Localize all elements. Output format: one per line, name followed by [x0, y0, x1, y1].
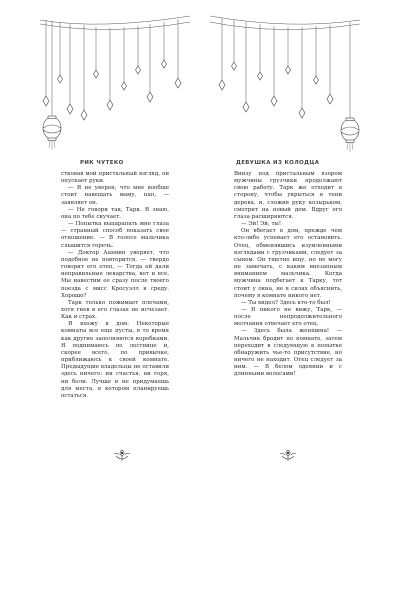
paragraph: — Здесь была женщина! — Мальчик бродит по комнате, затем переходит в следующую в попытке обнаружить чье-то присутствие, но ничего не находит. Отец следует за ним. — В белом одеянии и с длинными волосами! — [234, 328, 342, 378]
paragraph: — Эй! Эй, ты! — [241, 221, 282, 228]
paragraph: Внизу под пристальным взором мужчины грузчики продолжают свою работу. Тарк же отходит в сторону, чтобы укрыться в тени дерева, и, сложив руку козырьком, смотрит на новый дом. Вдруг его глаза расширяются. — [234, 171, 342, 220]
paragraph: — Попытка выцарапать мне глаза — странный способ показать свое отношение. — В голосе мальчика слышится горечь. — [61, 221, 169, 249]
paragraph: — Я никого не вижу, Тарк, — после непродолжительного молчания отвечает его отец. — [234, 306, 342, 328]
floral-ornament-icon — [278, 448, 298, 463]
paragraph: — Не говори так, Тарк. Я знаю, она по тебе скучает. — [61, 206, 169, 220]
paragraph: Он вбегает в дом, прежде чем кто-либо успевает его остановить. Отец, обменявшись изумленными взглядами с грузчиками, следует за сыном. Он тщетно ищу, но не могу не замечать, с каким внезапным вниманием мальчика. Когда мужчина подбегает к Тарку, тот стоит у окна, не в силах объяснить, почему в комнате никого нет. — [234, 228, 342, 299]
paragraph: — Ты видел? Здесь кто-то был! — [241, 299, 331, 306]
right-page — [200, 0, 400, 600]
body-text — [61, 171, 169, 400]
running-title: ДЕВУШКА ИЗ КОЛОДЦА — [236, 160, 320, 166]
hanging-lanterns-garland-icon — [0, 0, 200, 175]
floral-ornament-icon — [112, 448, 132, 463]
paragraph: Я вхожу в дом. Некоторые комнаты все еще пусты, в то время как другие заполняются коробками. Я поднимаюсь по лестнице и, скорее всего, по привычке, приближаюсь к своей комнате. Предыдущие владельцы не оставили здесь ничего: ни счастья, ни горя, ни боли. Лучше и не придумаешь для места, в котором планируешь остаться. — [61, 321, 169, 399]
paragraph: — Доктор Аахмин уверяет, что подобное не повторится, — твердо говорит его отец. — Тогда ей дали неправильные лекарства, вот и все. Мы навестим ее сразу после твоего поезда с мисс Кросуэлл в среду. Хорошо? — [61, 249, 169, 299]
paragraph: Тарк только пожимает плечами, хотя гнев в его глазах не исчезает. Как и страх. — [61, 299, 169, 321]
paragraph: — Я не уверен, что мне вообще стоит навещать маму, пап, — заявляет он. — [61, 185, 169, 206]
hanging-lanterns-garland-icon — [200, 0, 400, 175]
running-title: РИК ЧУТЕКО — [80, 160, 124, 166]
paragraph: стковав мой пристальный взгляд, он опускает руки. — [61, 171, 169, 185]
body-text — [234, 171, 342, 379]
